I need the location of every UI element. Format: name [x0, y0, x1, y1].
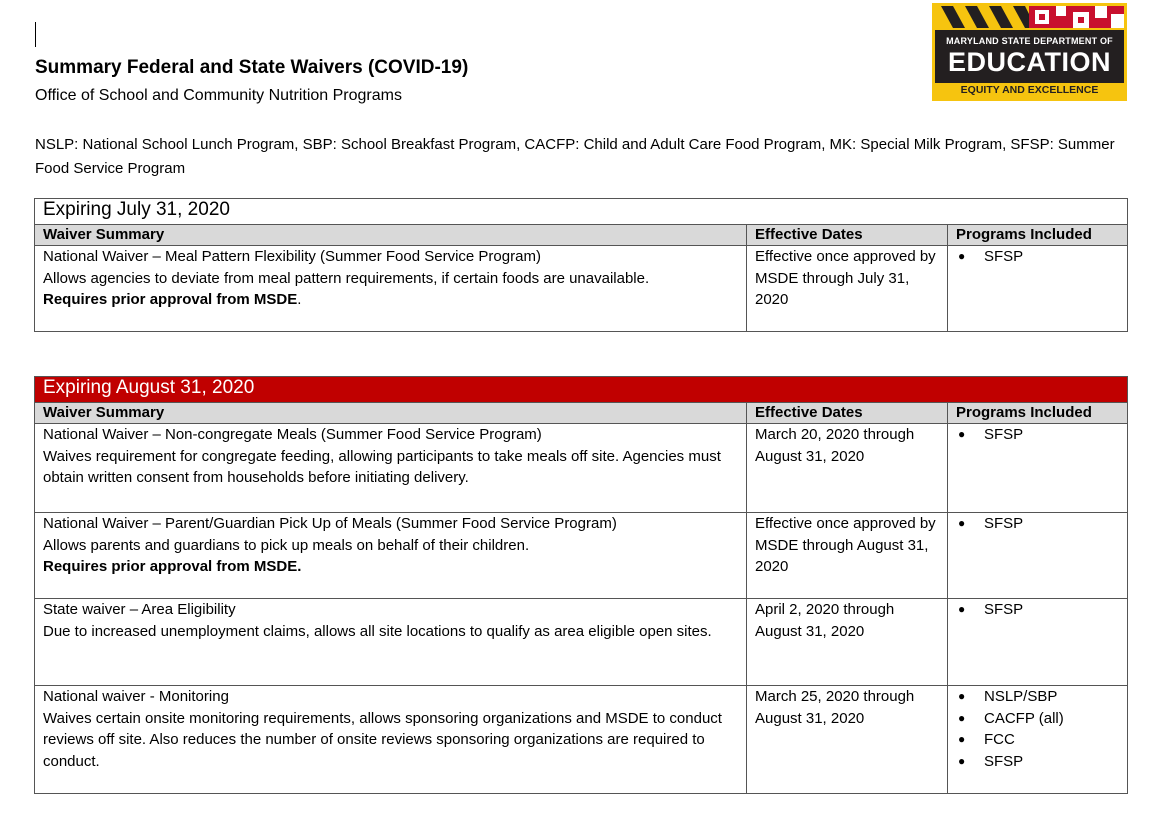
waiver-summary-cell	[35, 513, 747, 599]
table-caption-row	[35, 199, 1128, 225]
header-programs-included: Programs Included	[948, 225, 1128, 246]
program-item: ● SFSP	[956, 246, 1119, 268]
waiver-note	[43, 289, 738, 311]
logo-line1: MARYLAND STATE DEPARTMENT OF	[946, 36, 1113, 46]
maryland-flag-pattern	[935, 6, 1124, 28]
table-header-row	[35, 403, 1128, 424]
program-item: ● SFSP	[956, 424, 1119, 446]
waiver-description: Allows agencies to deviate from meal pattern requirements, if certain foods are unavailable.	[43, 269, 650, 287]
waiver-note-suffix: .	[297, 291, 302, 308]
msde-logo	[932, 3, 1127, 101]
waiver-description: Waives certain onsite monitoring requirements, allows sponsoring organizations and MSDE to conduct reviews off site. Also reduces the number of onsite reviews sponsoring organizations are required to conduct.	[43, 709, 722, 770]
program-item: ● SFSP	[956, 513, 1119, 535]
programs-cell	[948, 246, 1128, 332]
header-effective-dates: Effective Dates	[747, 225, 948, 246]
effective-dates-cell: Effective once approved by MSDE through August 31, 2020	[747, 513, 948, 599]
table-row	[35, 513, 1128, 599]
waiver-note-bold: Requires prior approval from MSDE	[43, 291, 298, 308]
logo-tagline: EQUITY AND EXCELLENCE	[960, 84, 1099, 96]
waiver-summary-cell	[35, 599, 747, 686]
abbreviations-text: NSLP: National School Lunch Program, SBP: School Breakfast Program, CACFP: Child and Adult Care Food Program, MK: Special Milk Program, SFSP: Summer Food Service Program	[35, 136, 1115, 177]
waiver-name: National waiver - Monitoring	[43, 688, 229, 705]
program-item: ● NSLP/SBP	[956, 686, 1119, 708]
waiver-table-august	[34, 376, 1128, 794]
waiver-summary-cell	[35, 424, 747, 513]
header-effective-dates: Effective Dates	[747, 403, 948, 424]
table-row	[35, 686, 1128, 794]
effective-dates-cell: Effective once approved by MSDE through July 31, 2020	[747, 246, 948, 332]
header-programs-included: Programs Included	[948, 403, 1128, 424]
effective-dates-cell: March 25, 2020 through August 31, 2020	[747, 686, 948, 794]
text-cursor	[35, 22, 36, 47]
table-row	[35, 424, 1128, 513]
effective-dates-cell: March 20, 2020 through August 31, 2020	[747, 424, 948, 513]
waiver-name: National Waiver – Meal Pattern Flexibility (Summer Food Service Program)	[43, 248, 541, 265]
header-waiver-summary: Waiver Summary	[35, 403, 747, 424]
logo-wordmark-panel	[935, 30, 1124, 83]
program-item: ● SFSP	[956, 599, 1119, 621]
table-caption: Expiring July 31, 2020	[35, 199, 1128, 225]
waiver-name: State waiver – Area Eligibility	[43, 601, 236, 618]
waiver-summary-cell	[35, 686, 747, 794]
waiver-name: National Waiver – Parent/Guardian Pick Up of Meals (Summer Food Service Program)	[43, 515, 617, 532]
table-row	[35, 246, 1128, 332]
waiver-summary-cell	[35, 246, 747, 332]
programs-cell	[948, 513, 1128, 599]
effective-dates-cell: April 2, 2020 through August 31, 2020	[747, 599, 948, 686]
waiver-note: Requires prior approval from MSDE.	[43, 558, 302, 575]
waiver-name: National Waiver – Non-congregate Meals (Summer Food Service Program)	[43, 426, 542, 443]
waiver-description: Allows parents and guardians to pick up meals on behalf of their children.	[43, 536, 530, 554]
programs-cell	[948, 599, 1128, 686]
programs-cell	[948, 686, 1128, 794]
header-waiver-summary: Waiver Summary	[35, 225, 747, 246]
programs-cell	[948, 424, 1128, 513]
program-item: ● SFSP	[956, 751, 1119, 773]
table-header-row	[35, 225, 1128, 246]
waiver-description: Due to increased unemployment claims, allows all site locations to qualify as area eligible open sites.	[43, 622, 712, 640]
program-item: ● FCC	[956, 729, 1119, 751]
document-title: Summary Federal and State Waivers (COVID-19)	[35, 57, 469, 78]
document-subtitle: Office of School and Community Nutrition Programs	[35, 87, 402, 104]
table-caption: Expiring August 31, 2020	[35, 377, 1128, 403]
table-row	[35, 599, 1128, 686]
logo-line2: EDUCATION	[948, 47, 1111, 77]
waiver-table-july	[34, 198, 1128, 332]
program-item: ● CACFP (all)	[956, 708, 1119, 730]
table-caption-row	[35, 377, 1128, 403]
waiver-description: Waives requirement for congregate feeding, allowing participants to take meals off site. Agencies must obtain written consent from households before initiating delivery.	[43, 447, 721, 486]
